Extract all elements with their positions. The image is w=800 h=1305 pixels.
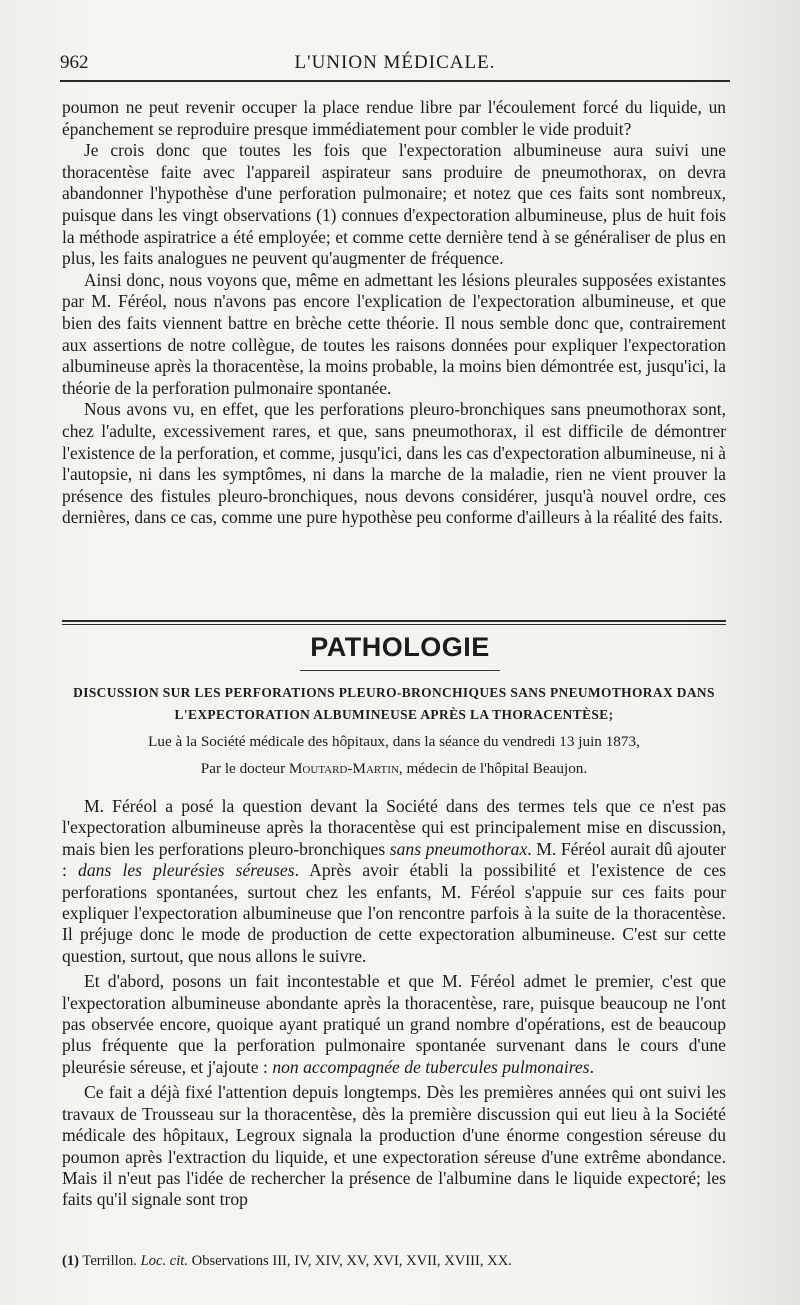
article-title	[62, 682, 726, 726]
continued-article-text	[62, 97, 726, 529]
footnote-author: Terrillon.	[82, 1253, 137, 1269]
paragraph: Et d'abord, posons un fait incontestable et que M. Féréol admet le premier, c'est que l'expectoration albumineuse abondante après la thoracentèse, rare, puisque beaucoup ne l'ont pas observée encore, quoique ayant pratiqué un grand nombre d'opérations, est de beaucoup plus fréquente que la perforation pulmonaire spontanée survenant dans le cours d'une pleurésie séreuse, et j'ajoute : non accompagnée de tubercules pulmonaires.	[62, 971, 726, 1077]
footnote-detail: Observations III, IV, XIV, XV, XVI, XVII, XVIII, XX.	[191, 1253, 512, 1269]
paragraph: Ainsi donc, nous voyons que, même en admettant les lésions pleurales supposées existantes par M. Féréol, nous n'avons pas encore l'explication de l'expectoration albumineuse, et que bien des faits viennent battre en brèche cette théorie. Il nous semble donc que, contrairement aux assertions de notre collègue, de toutes les raisons données pour expliquer l'expectoration albumineuse après la thoracentèse, la moins probable, la moins bien démontrée est, jusqu'ici, la théorie de la perforation pulmonaire spontanée.	[62, 269, 726, 398]
section-divider-thin	[62, 624, 726, 625]
author-name: Moutard-Martin	[288, 760, 399, 777]
author-byline	[62, 760, 726, 778]
reading-note: Lue à la Société médicale des hôpitaux, dans la séance du vendredi 13 juin 1873,	[148, 733, 640, 750]
byline-affiliation: , médecin de l'hôpital Beaujon.	[398, 760, 588, 777]
section-divider	[62, 620, 726, 622]
footnote-citation: Loc. cit.	[140, 1253, 189, 1269]
emphasis: dans les pleurésies séreuses	[78, 860, 295, 881]
article-title-line: L'EXPECTORATION ALBUMINEUSE APRÈS LA THORACENTÈSE;	[174, 707, 614, 722]
page-header	[60, 50, 730, 84]
emphasis: non accompagnée de tubercules pulmonaires	[272, 1056, 590, 1077]
emphasis: sans pneumothorax	[389, 838, 528, 859]
paragraph: M. Féréol a posé la question devant la Société dans des termes tels que ce n'est pas l'expectoration albumineuse après la thoracentèse qui est principalement mise en discussion, mais bien les perforations pleuro-bronchiques sans pneumothorax. M. Féréol aurait dû ajouter : dans les pleurésies séreuses. Après avoir établi la possibilité et l'existence de ces perforations spontanées, surtout chez les enfants, M. Féréol s'appuie sur ces faits pour expliquer l'expectoration albumineuse que l'on rencontre parfois à la suite de la thoracentèse. Il préjuge donc le mode de production de cette expectoration albumineuse. C'est sur cette question, surtout, que nous allons le suivre.	[62, 796, 727, 966]
running-title: L'UNION MÉDICALE.	[294, 52, 496, 73]
footnote	[62, 1253, 726, 1270]
paragraph: Ce fait a déjà fixé l'attention depuis longtemps. Dès les premières années qui ont suivi les travaux de Trousseau sur la thoracentèse, dès la première discussion qui eut lieu à la Société médicale des hôpitaux, Legroux signala la production d'une énorme congestion séreuse du poumon après l'extraction du liquide, et une expectoration séreuse d'une extrême abondance. Mais il n'eut pas l'idée de rechercher la présence de l'albumine dans le liquide expectoré; les faits qu'il signale sont trop	[62, 1082, 726, 1210]
page-number: 962	[60, 52, 89, 73]
section-heading: PATHOLOGIE	[310, 632, 490, 662]
paragraph: Nous avons vu, en effet, que les perforations pleuro-bronchiques sans pneumothorax sont, chez l'adulte, excessivement rares, et que, sans pneumothorax, il est difficile de démontrer l'existence de la perforation, et comme, jusqu'ici, dans les cas d'expectoration albumineuse, ni à l'autopsie, ni dans les symptômes, ni dans la marche de la maladie, rien ne vient prouver la présence des fistules pleuro-bronchiques, nous devons considérer, jusqu'à nouvel ordre, ces dernières, dans ce cas, comme une pure hypothèse peu conforme d'ailleurs à la réalité des faits.	[62, 399, 726, 528]
article-body	[62, 796, 726, 1211]
article-title-line: DISCUSSION SUR LES PERFORATIONS PLEURO-BRONCHIQUES SANS PNEUMOTHORAX DANS	[73, 685, 715, 700]
footnote-marker: (1)	[62, 1253, 80, 1269]
heading-underline	[300, 670, 500, 671]
byline-prefix: Par le docteur	[200, 760, 286, 777]
paragraph: Je crois donc que toutes les fois que l'expectoration albumineuse aura suivi une thoracentèse faite avec l'appareil aspirateur sans produire de pneumothorax, on devra abandonner l'hypothèse d'une perforation pulmonaire; et notez que ces faits sont nombreux, puisque dans les vingt observations (1) connues d'expectoration albumineuse, plus de huit fois la méthode aspiratrice a été employée; et comme cette dernière tend à se généraliser de plus en plus, les faits analogues ne peuvent qu'augmenter de fréquence.	[62, 140, 726, 269]
paragraph: poumon ne peut revenir occuper la place rendue libre par l'écoulement forcé du liquide, un épanchement se reproduire presque immédiatement pour combler le vide produit?	[62, 97, 726, 139]
header-rule	[60, 80, 730, 82]
